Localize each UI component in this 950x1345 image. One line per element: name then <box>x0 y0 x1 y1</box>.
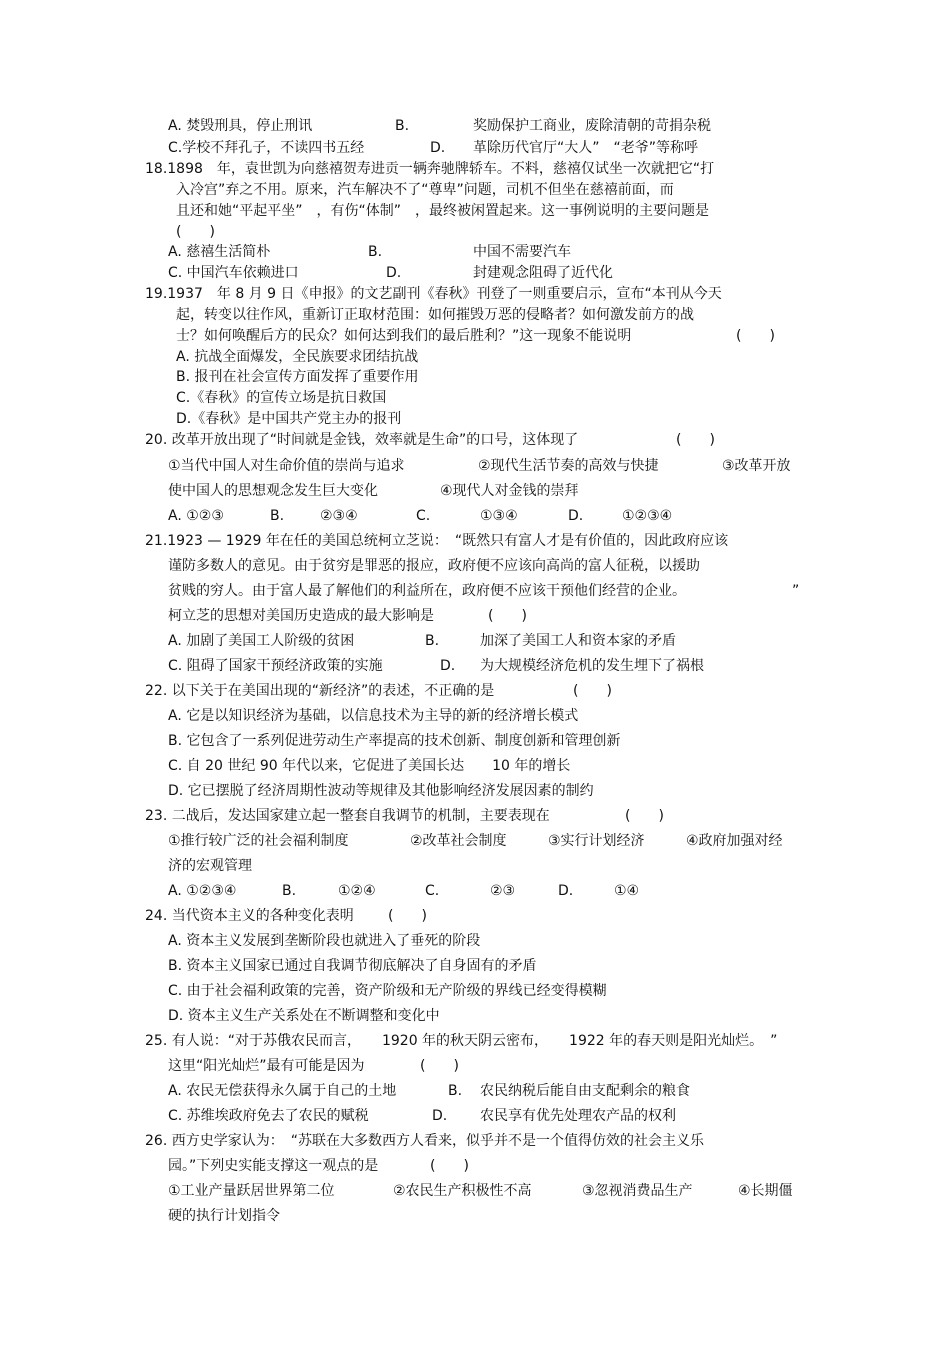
text-line: ( ) <box>625 808 664 824</box>
text-line: C. <box>425 883 440 899</box>
text-line: 18.1898 年，袁世凯为向慈禧贺寿进贡一辆奔驰牌轿车。不料，慈禧仅试坐一次就把它“打 <box>145 161 715 177</box>
text-line: C.学校不拜孔子，不读四书五经 <box>168 140 365 156</box>
text-line: ( ) <box>676 432 715 448</box>
text-line: C.《春秋》的宣传立场是抗日救国 <box>176 390 387 406</box>
text-line: D. <box>386 265 402 281</box>
text-line: C. 阻碍了国家干预经济政策的实施 <box>168 658 383 674</box>
text-line: ①工业产量跃居世界第二位 <box>168 1183 335 1199</box>
text-line: ③实行计划经济 <box>548 833 645 849</box>
text-line: 19.1937 年 8 月 9 日《申报》的文艺副刊《春秋》刊登了一则重要启示，宣布“本刊从今天 <box>145 286 722 302</box>
text-line: B. <box>448 1083 463 1099</box>
text-line: 封建观念阻碍了近代化 <box>473 265 613 281</box>
text-line: ②现代生活节奏的高效与快捷 <box>478 458 659 474</box>
text-line: ①推行较广泛的社会福利制度 <box>168 833 349 849</box>
text-line: 谨防多数人的意见。由于贫穷是罪恶的报应，政府便不应该向高尚的富人征税，以援助 <box>168 558 700 574</box>
text-line: ③忽视消费品生产 <box>582 1183 693 1199</box>
text-line: B. 它包含了一系列促进劳动生产率提高的技术创新、制度创新和管理创新 <box>168 733 621 749</box>
text-line: 贫贱的穷人。由于富人最了解他们的利益所在，政府便不应该干预他们经营的企业。 <box>168 583 686 599</box>
text-line: ( ) <box>573 683 612 699</box>
text-line: A. 抗战全面爆发，全民族要求团结抗战 <box>176 349 419 365</box>
text-line: ( ) <box>430 1158 469 1174</box>
text-line: 济的宏观管理 <box>168 858 252 874</box>
text-line: 奖励保护工商业，废除清朝的苛捐杂税 <box>473 118 711 134</box>
text-line: A. 加剧了美国工人阶级的贫困 <box>168 633 355 649</box>
text-line: ③改革开放 <box>722 458 791 474</box>
text-line: ( ) <box>736 328 775 344</box>
text-line: A. 慈禧生活简朴 <box>168 244 271 260</box>
text-line: B. <box>425 633 440 649</box>
text-line: 农民纳税后能自由支配剩余的粮食 <box>480 1083 690 1099</box>
text-line: ( ) <box>488 608 527 624</box>
text-line: 使中国人的思想观念发生巨大变化 <box>168 483 378 499</box>
text-line: D.《春秋》是中国共产党主办的报刊 <box>176 411 402 427</box>
text-line: B. <box>282 883 297 899</box>
text-line: ①②④ <box>338 883 376 899</box>
text-line: C. <box>416 508 431 524</box>
text-line: 园。”下列史实能支撑这一观点的是 <box>168 1158 379 1174</box>
text-line: ①②③④ <box>622 508 673 524</box>
text-line: D. <box>432 1108 448 1124</box>
text-line: ②③ <box>490 883 516 899</box>
text-line: 26. 西方史学家认为： “苏联在大多数西方人看来，似乎并不是一个值得仿效的社会主义乐 <box>145 1133 704 1149</box>
text-line: ④长期僵 <box>738 1183 793 1199</box>
text-line: 中国不需要汽车 <box>473 244 571 260</box>
text-line: B. 资本主义国家已通过自我调节彻底解决了自身固有的矛盾 <box>168 958 537 974</box>
text-line: 硬的执行计划指令 <box>168 1208 280 1224</box>
text-line: 革除历代官厅“大人” “老爷”等称呼 <box>473 140 699 156</box>
text-line: 入冷宫”弃之不用。原来，汽车解决不了“尊卑”问题，司机不但坐在慈禧前面，而 <box>176 182 674 198</box>
text-line: 20. 改革开放出现了“时间就是金钱，效率就是生命”的口号，这体现了 <box>145 432 579 448</box>
text-line: C. 自 20 世纪 90 年代以来，它促进了美国长达 10 年的增长 <box>168 758 571 774</box>
text-line: ②改革社会制度 <box>410 833 507 849</box>
text-line: D. 它已摆脱了经济周期性波动等规律及其他影响经济发展因素的制约 <box>168 783 594 799</box>
text-line: ( ) <box>420 1058 459 1074</box>
text-line: B. <box>395 118 410 134</box>
text-line: 21.1923 — 1929 年在任的美国总统柯立芝说： “既然只有富人才是有价值的，因此政府应该 <box>145 533 729 549</box>
text-line: 这里“阳光灿烂”最有可能是因为 <box>168 1058 365 1074</box>
text-line: A. 焚毁刑具，停止刑讯 <box>168 118 313 134</box>
text-line: 为大规模经济危机的发生埋下了祸根 <box>480 658 704 674</box>
text-line: ①④ <box>614 883 640 899</box>
text-line: 柯立芝的思想对美国历史造成的最大影响是 <box>168 608 434 624</box>
text-line: A. 资本主义发展到垄断阶段也就进入了垂死的阶段 <box>168 933 481 949</box>
text-line: D. <box>430 140 446 156</box>
text-line: ( ) <box>176 224 215 240</box>
text-line: ①当代中国人对生命价值的崇尚与追求 <box>168 458 405 474</box>
text-line: B. <box>270 508 285 524</box>
text-line: 25. 有人说：“对于苏俄农民而言， 1920 年的秋天阴云密布， 1922 年的春天则是阳光灿烂。 ” <box>145 1033 778 1049</box>
text-line: B. <box>368 244 383 260</box>
text-line: D. 资本主义生产关系处在不断调整和变化中 <box>168 1008 440 1024</box>
text-line: ( ) <box>388 908 427 924</box>
text-line: C. 由于社会福利政策的完善，资产阶级和无产阶级的界线已经变得模糊 <box>168 983 607 999</box>
text-line: ②农民生产积极性不高 <box>393 1183 532 1199</box>
text-line: 且还和她“平起平坐” ，有伤“体制” ，最终被闲置起来。这一事例说明的主要问题是 <box>176 203 710 219</box>
text-line: 23. 二战后，发达国家建立起一整套自我调节的机制，主要表现在 <box>145 808 550 824</box>
text-line: B. 报刊在社会宣传方面发挥了重要作用 <box>176 369 419 385</box>
text-line: C. 中国汽车依赖进口 <box>168 265 299 281</box>
text-line: A. ①②③ <box>168 508 224 524</box>
text-line: A. 它是以知识经济为基础，以信息技术为主导的新的经济增长模式 <box>168 708 579 724</box>
text-line: ” <box>792 583 800 599</box>
text-line: ①③④ <box>480 508 518 524</box>
text-line: C. 苏维埃政府免去了农民的赋税 <box>168 1108 369 1124</box>
text-line: A. 农民无偿获得永久属于自己的土地 <box>168 1083 397 1099</box>
text-line: ④现代人对金钱的崇拜 <box>440 483 579 499</box>
text-line: ②③④ <box>320 508 358 524</box>
text-line: 士？如何唤醒后方的民众？如何达到我们的最后胜利？”这一现象不能说明 <box>176 328 632 344</box>
text-line: D. <box>558 883 574 899</box>
text-line: 24. 当代资本主义的各种变化表明 <box>145 908 354 924</box>
text-line: D. <box>568 508 584 524</box>
text-line: 加深了美国工人和资本家的矛盾 <box>480 633 676 649</box>
text-line: A. ①②③④ <box>168 883 237 899</box>
text-line: 农民享有优先处理农产品的权利 <box>480 1108 676 1124</box>
text-line: 起，转变以往作风，重新订正取材范围：如何摧毁万恶的侵略者？如何激发前方的战 <box>176 307 694 323</box>
text-line: ④政府加强对经 <box>686 833 783 849</box>
text-line: D. <box>440 658 456 674</box>
text-line: 22. 以下关于在美国出现的“新经济”的表述，不正确的是 <box>145 683 495 699</box>
